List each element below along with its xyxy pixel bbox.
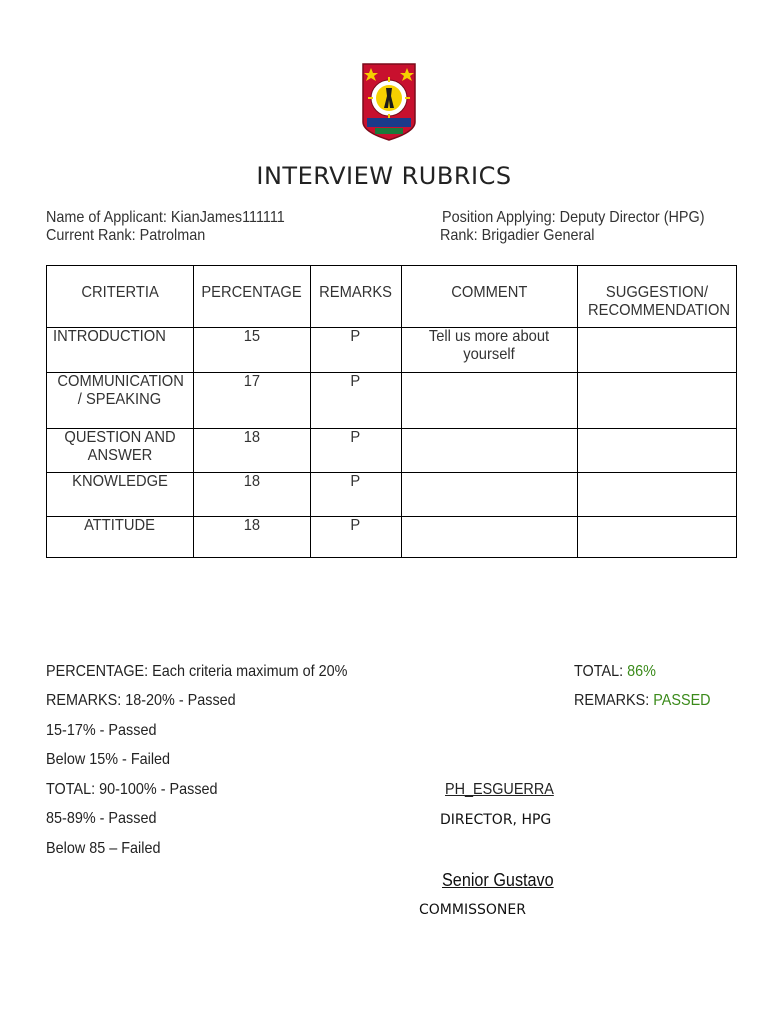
target-rank: Rank: Brigadier General [440, 227, 595, 244]
table-row [47, 328, 737, 373]
table-row [47, 473, 737, 517]
remarks-value: PASSED [653, 692, 711, 709]
criteria-cell: KNOWLEDGE [47, 473, 194, 517]
comment-cell [401, 517, 578, 558]
percentage-cell: 18 [193, 517, 310, 558]
criteria-cell: QUESTION AND ANSWER [47, 429, 194, 473]
percentage-cell: 18 [193, 429, 310, 473]
police-seal-icon [357, 60, 421, 142]
criteria-cell: INTRODUCTION [47, 328, 194, 373]
suggestion-cell [578, 328, 737, 373]
signatory-name-director: PH_ESGUERRA [445, 781, 554, 798]
table-row [47, 517, 737, 558]
legend-total: TOTAL: 90-100% - Passed [46, 781, 218, 798]
remarks-cell: P [310, 517, 401, 558]
remarks-cell: P [310, 429, 401, 473]
position-applying: Position Applying: Deputy Director (HPG) [442, 209, 705, 226]
criteria-cell: ATTITUDE [47, 517, 194, 558]
suggestion-cell [578, 429, 737, 473]
remarks-summary: REMARKS: PASSED [574, 692, 711, 709]
legend-remarks: REMARKS: 18-20% - Passed [46, 692, 236, 709]
legend-total-fail: Below 85 – Failed [46, 840, 161, 857]
legend-remarks-mid: 15-17% - Passed [46, 722, 157, 739]
header-suggestion: SUGGESTION/ RECOMMENDATION [578, 266, 737, 328]
suggestion-cell [578, 373, 737, 429]
total-value: 86% [627, 663, 656, 680]
signatory-title-director: DIRECTOR, HPG [440, 812, 552, 828]
signatory-name-commissioner: Senior Gustavo [442, 870, 554, 890]
legend-remarks-fail: Below 15% - Failed [46, 751, 171, 768]
total-summary: TOTAL: 86% [574, 663, 656, 680]
suggestion-cell [578, 473, 737, 517]
comment-cell [401, 473, 578, 517]
percentage-cell: 18 [193, 473, 310, 517]
header-percentage: PERCENTAGE [193, 266, 310, 328]
criteria-cell: COMMUNICATION / SPEAKING [47, 373, 194, 429]
legend-total-mid: 85-89% - Passed [46, 810, 157, 827]
header-comment: COMMENT [401, 266, 578, 328]
current-rank: Current Rank: Patrolman [46, 227, 206, 244]
page-title: INTERVIEW RUBRICS [256, 162, 512, 190]
percentage-cell: 17 [193, 373, 310, 429]
header-remarks: REMARKS [310, 266, 401, 328]
comment-cell: Tell us more about yourself [401, 328, 578, 373]
suggestion-cell [578, 517, 737, 558]
table-row [47, 373, 737, 429]
percentage-cell: 15 [193, 328, 310, 373]
comment-cell [401, 429, 578, 473]
remarks-cell: P [310, 373, 401, 429]
comment-cell [401, 373, 578, 429]
applicant-name: Name of Applicant: KianJames111111 [46, 209, 285, 226]
legend-percentage: PERCENTAGE: Each criteria maximum of 20% [46, 663, 348, 680]
remarks-cell: P [310, 328, 401, 373]
signatory-title-commissioner: COMMISSONER [419, 902, 526, 918]
header-criteria: CRITERTIA [47, 266, 194, 328]
remarks-cell: P [310, 473, 401, 517]
table-row [47, 429, 737, 473]
table-header-row [47, 266, 737, 328]
rubric-table [46, 265, 737, 558]
